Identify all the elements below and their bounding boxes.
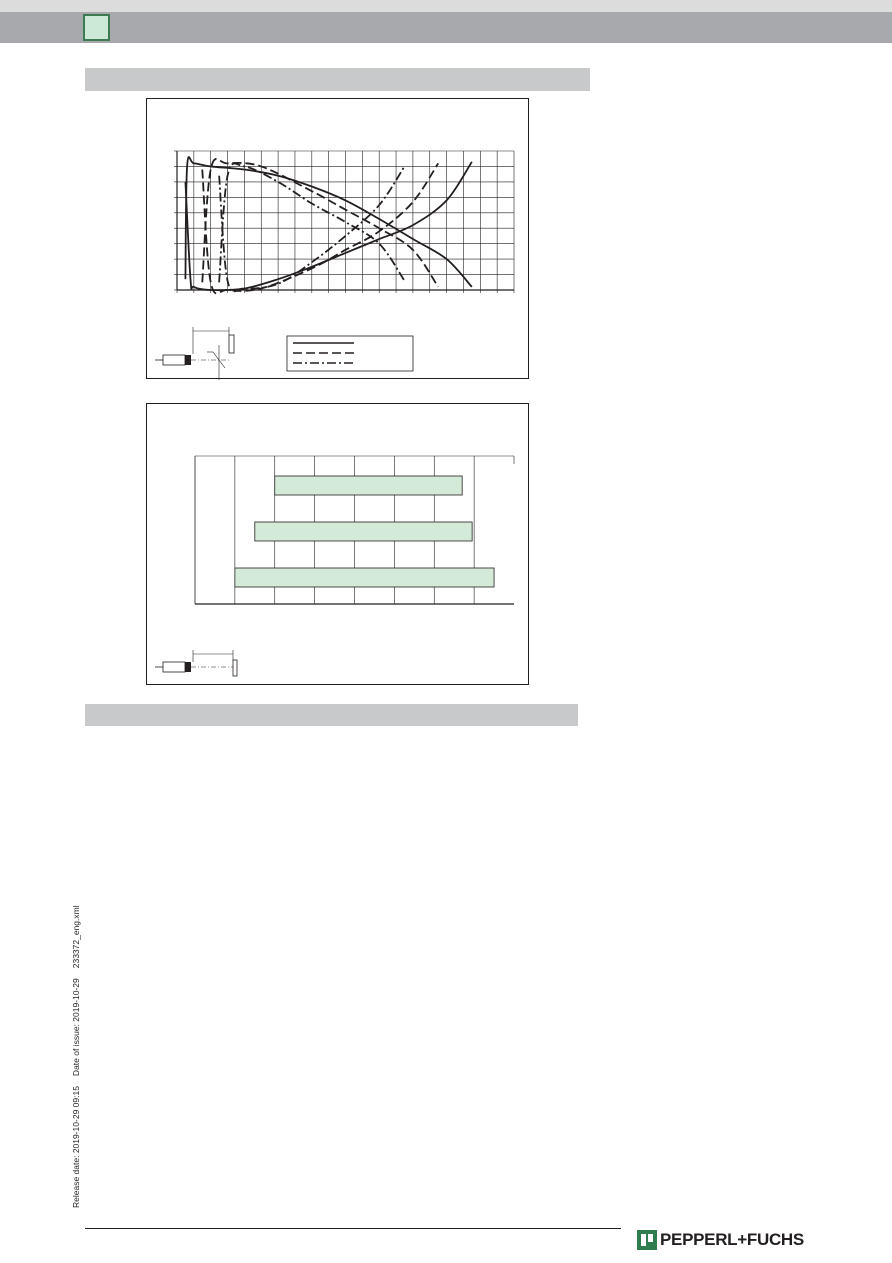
company-logo	[637, 1229, 804, 1251]
sensor-body	[163, 355, 185, 365]
header-strip	[0, 0, 892, 12]
logo-wordmark: PEPPERL+FUCHS	[660, 1230, 804, 1249]
range-bar-3	[235, 568, 494, 587]
footer-rule	[85, 1228, 621, 1229]
response-curve-svg	[147, 99, 530, 380]
range-bar-1	[275, 476, 462, 495]
brand-square-icon	[83, 14, 110, 41]
section-header-bar-2	[85, 704, 578, 726]
sensor-head	[185, 355, 191, 365]
range-bar-svg	[147, 404, 530, 686]
header-bar	[0, 12, 892, 43]
target-plate	[229, 335, 234, 353]
range-bar-2	[255, 522, 472, 541]
sensor-diagram	[155, 650, 237, 676]
pf-logo-icon	[637, 1230, 657, 1250]
sensor-body	[163, 662, 185, 672]
series-line-3	[202, 159, 438, 287]
sensor-head	[185, 662, 191, 672]
section-header-bar	[85, 68, 590, 91]
release-info: Release date: 2019-10-29 09:15Date of issue: 2019-10-29233372_eng.xml	[71, 905, 81, 1208]
sensor-diagram	[155, 327, 234, 380]
target-plate	[233, 660, 237, 676]
legend	[287, 336, 413, 371]
response-curve-chart	[146, 98, 529, 379]
range-bar-chart	[146, 403, 529, 685]
